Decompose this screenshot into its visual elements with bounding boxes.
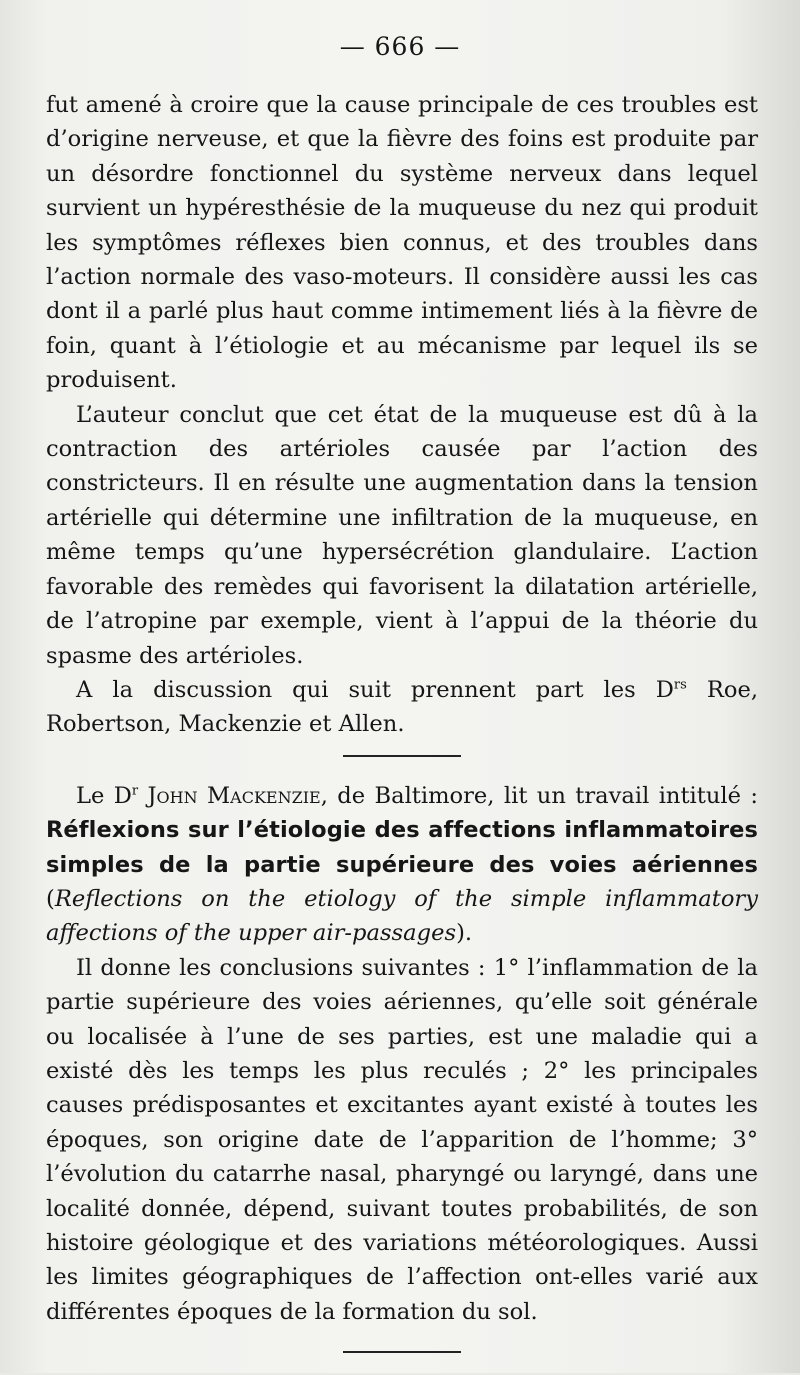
- mackenzie-superscript: r: [131, 783, 139, 799]
- section-divider: [343, 755, 461, 757]
- paren-close: ).: [456, 920, 473, 947]
- article-title: Réflexions sur l’étiologie des affections inflammatoires simples de la partie supérieure des voies aériennes: [46, 817, 758, 878]
- paragraph-conclusions-list: Il donne les conclusions suivantes : 1° l’inflammation de la partie supérieure des voies aériennes, qu’elle soit générale ou localisée à l’une de ses parties, est une maladie qui a existé dès les temps les plus reculés ; 2° les principales causes prédisposantes et excitantes ayant existé à toutes les époques, son origine date de l’apparition de l’homme; 3° l’évolution du catarrhe nasal, pharyngé ou laryngé, dans une localité donnée, dépend, suivant toutes probabilités, de son histoire géologique et des variations météorologiques. Aussi les limites géographiques de l’affection ont-elles varié aux différentes époques de la formation du sol.: [46, 954, 758, 1325]
- mackenzie-prefix: Le D: [76, 782, 132, 809]
- english-title: Reflections on the etiology of the simple inflammatory affections of the upper air-passages: [46, 885, 758, 947]
- page-number: — 666 —: [339, 32, 461, 61]
- paragraph-continuation: fut amené à croire que la cause principale de ces troubles est d’origine nerveuse, et que la fièvre des foins est produite par un désordre fonctionnel du système nerveux dans lequel survient un hypéresthésie de la muqueuse du nez qui produit les symptômes réflexes bien connus, et des troubles dans l’action normale des vaso-moteurs. Il considère aussi les cas dont il a parlé plus haut comme intimement liés à la fièvre de foin, quant à l’étiologie et au mécanisme par lequel ils se produisent.: [46, 92, 758, 394]
- closing-divider: [343, 1351, 461, 1353]
- discussion-text-start: A la discussion qui suit prennent part les D: [76, 676, 674, 703]
- paren-open: (: [46, 885, 55, 912]
- paragraph-discussion: [46, 673, 758, 742]
- author-name: John Mackenzie: [147, 782, 321, 809]
- paragraph-mackenzie: [46, 779, 758, 951]
- page-body: [46, 88, 758, 1375]
- mackenzie-suffix: , de Baltimore, lit un travail intitulé :: [320, 782, 759, 809]
- paragraph-conclusion: L’auteur conclut que cet état de la muqueuse est dû à la contraction des artérioles causée par l’action des constricteurs. Il en résulte une augmentation dans la tension artérielle qui détermine une infiltration de la muqueuse, en même temps qu’une hypersécrétion glandulaire. L’action favorable des remèdes qui favorisent la dilatation artérielle, de l’atropine par exemple, vient à l’appui de la théorie du spasme des artérioles.: [46, 401, 758, 669]
- discussion-text-end: Roe, Robertson, Mackenzie et Allen.: [46, 676, 758, 738]
- discussion-superscript: rs: [673, 677, 687, 693]
